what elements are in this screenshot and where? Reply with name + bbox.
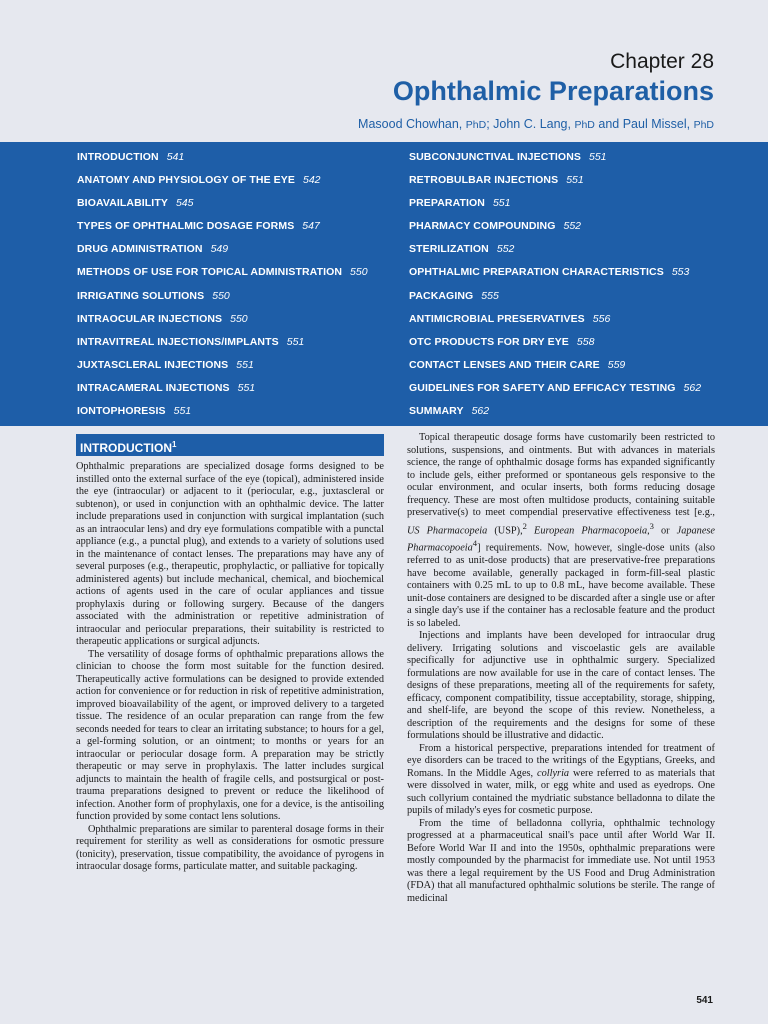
body-paragraph: The versatility of dosage forms of ophthalmic preparations allows the clinician to choose the form most suitable for the function desired. Therapeutically active formulations can be designed to provide extended action for convenience or for reduction in risk of repetitive administration, improved bioavailability of the agent, or improved delivery to a targeted tissue. The residence of an ocular preparation can range from the few seconds needed for tears to clear an irritating substance; to hours for a gel, a gel-forming solution, or an ointment; to months or years for an intraocular or periocular dosage form. A preparation may be strictly therapeutic or may serve in prophylaxis. The latter includes surgical adjuncts to maintain the health of fragile cells, and postsurgical or post-trauma preparations designed to prevent or reduce the likelihood of infection. Another form of prophylaxis, one for a device, is the antisoiling function provided by some contact lens solutions.	[76, 648, 384, 822]
page-number: 541	[696, 995, 713, 1006]
toc-item[interactable]	[409, 196, 701, 219]
toc-page: 550	[230, 312, 248, 325]
toc-page: 551	[236, 358, 254, 371]
body-paragraph: Injections and implants have been developed for intraocular drug delivery. Irrigating solutions and viscoelastic gels are available specifically for adjunctive use in ophthalmic surgery. Specialized formulations are now available for use in the care of contact lenses. The designs of these preparations, meeting all of the requirements for safety, efficacy, component compatibility, tissue acceptability, storage, shipping, and shelf-life, are beyond the scope of this review. Nonetheless, a description of the requirements and the designs for some of these formulations should be illustrative and didactic.	[407, 630, 715, 742]
toc-item[interactable]	[77, 219, 368, 242]
toc-page: 551	[492, 197, 511, 210]
term-collyria: collyria	[537, 767, 570, 779]
toc-item[interactable]	[77, 150, 368, 173]
toc-page: 542	[303, 174, 321, 187]
toc-label: SUMMARY	[409, 405, 464, 418]
toc-label: STERILIZATION	[409, 243, 489, 256]
toc-label: INTRAVITREAL INJECTIONS/IMPLANTS	[77, 335, 279, 348]
toc-page: 550	[350, 266, 368, 279]
text-run: (USP),	[487, 524, 523, 536]
toc-item[interactable]	[409, 312, 701, 335]
text-run: Topical therapeutic dosage forms have customarily been restricted to solutions, suspensions, and ointments. But with advances in materials science, the range of ophthalmic dosage forms has expanded significantly to include gels, either preformed or spontaneous gels responsive to the ocular environment, and ocular inserts, both forms reducing dosage frequency. These are most often multidose products, containing suitable preservative(s) to meet compendial preservative effectiveness test [e.g.,	[407, 432, 715, 518]
citation-ep: European Pharmacopoeia	[526, 524, 648, 536]
text-run: or	[653, 524, 677, 536]
footnote-ref: 2	[522, 520, 527, 531]
toc-item[interactable]	[77, 381, 368, 404]
toc-page: 551	[286, 335, 305, 348]
toc-item[interactable]	[77, 312, 368, 335]
toc-page: 552	[563, 220, 582, 233]
footnote-ref: 3	[649, 520, 654, 531]
toc-item[interactable]	[409, 219, 701, 242]
text-run: were referred to as materials that were dissolved in water, milk, or egg white and used as eyedrops. One such collyrium contained the mydriatic substance belladonna to dilate the pupils of milady's eyes for cosmetic purpose.	[407, 767, 715, 817]
toc-label: GUIDELINES FOR SAFETY AND EFFICACY TESTING	[409, 381, 676, 394]
toc-label: PHARMACY COMPOUNDING	[409, 220, 556, 233]
toc-page: 562	[683, 381, 702, 394]
body-paragraph: From the time of belladonna collyria, ophthalmic technology progressed at a pharmaceutical snail's pace until after World War II. Before World War II and into the 1950s, ophthalmic preparations were mostly compounded by the pharmacist for immediate use. Not until 1953 was there a legal requirement by the US Food and Drug Administration (FDA) that all manufactured ophthalmic solutions be sterile. The range of medicinal	[407, 817, 715, 904]
body-left-column	[76, 434, 384, 874]
author-name: Paul Missel,	[622, 117, 694, 131]
chapter-label: Chapter 28	[610, 50, 714, 73]
toc-page: 556	[592, 312, 611, 325]
toc-page: 551	[173, 405, 192, 418]
toc-label: DRUG ADMINISTRATION	[77, 243, 203, 256]
chapter-title: Ophthalmic Preparations	[392, 76, 714, 106]
toc-item[interactable]	[409, 358, 701, 381]
toc-label: INTRACAMERAL INJECTIONS	[77, 381, 230, 394]
toc-label: RETROBULBAR INJECTIONS	[409, 174, 559, 187]
toc-label: BIOAVAILABILITY	[77, 197, 168, 210]
body-right-column	[407, 432, 715, 905]
toc-page: 551	[237, 381, 256, 394]
citation-usp: US Pharmacopeia	[407, 524, 488, 536]
toc-label: OTC PRODUCTS FOR DRY EYE	[409, 335, 569, 348]
toc-label: PREPARATION	[409, 197, 485, 210]
author-degree: PhD	[465, 119, 487, 131]
author-degree: PhD	[574, 119, 595, 131]
author-separator: and	[594, 117, 623, 131]
toc-item[interactable]	[77, 335, 368, 358]
toc-item[interactable]	[409, 404, 701, 427]
toc-item[interactable]	[77, 173, 368, 196]
toc-label: INTRAOCULAR INJECTIONS	[77, 312, 223, 325]
table-of-contents	[0, 142, 768, 426]
toc-item[interactable]	[409, 335, 701, 358]
toc-page: 545	[175, 197, 194, 210]
toc-page: 551	[588, 151, 607, 163]
toc-item[interactable]	[77, 289, 368, 312]
toc-label: CONTACT LENSES AND THEIR CARE	[409, 358, 600, 371]
toc-label: METHODS OF USE FOR TOPICAL ADMINISTRATION	[77, 266, 343, 279]
toc-item[interactable]	[409, 150, 701, 173]
toc-page: 550	[212, 289, 230, 302]
toc-page: 553	[671, 266, 690, 279]
footnote-ref: 4	[472, 538, 478, 549]
author-degree: PhD	[693, 119, 714, 131]
toc-item[interactable]	[77, 196, 368, 219]
body-paragraph	[407, 743, 715, 818]
toc-right-column	[409, 150, 701, 427]
section-heading-text: INTRODUCTION	[80, 441, 172, 455]
toc-page: 551	[566, 174, 584, 187]
toc-page: 562	[471, 405, 490, 418]
text-run: ] requirements. Now, however, single-dose units (also referred to as unit-dose products) that are preservative-free preparations have become available, generally packaged in form-fill-seal plastic containers with 0.25 mL to up to 0.8 mL, have become available. These unit-dose containers are designed to be discarded after a single use or after a single day's use if the container has a reclosable feature and the product is so labeled.	[407, 542, 715, 629]
text-run: ,	[647, 524, 650, 536]
toc-label: SUBCONJUNCTIVAL INJECTIONS	[409, 151, 581, 163]
authors-line	[358, 117, 714, 131]
footnote-ref: 1	[172, 440, 177, 449]
toc-page: 541	[166, 151, 185, 163]
toc-page: 558	[576, 335, 595, 348]
chapter-header	[0, 0, 768, 142]
toc-label: TYPES OF OPHTHALMIC DOSAGE FORMS	[77, 220, 295, 233]
toc-label: IRRIGATING SOLUTIONS	[77, 289, 205, 302]
toc-label: ANTIMICROBIAL PRESERVATIVES	[409, 312, 585, 325]
body-paragraph: Ophthalmic preparations are specialized dosage forms designed to be instilled onto the external surface of the eye (topical), administered inside the eye (intraocular) or adjacent to it (periocular, e.g., juxtascleral or subtenon), or used in conjunction with an ophthalmic device. The latter include preparations used in conjunction with surgical implantation (such as an intraocular lens) and dry eye formulations compatible with a punctal appliance (e.g., a punctal plug), and extends to a variety of solutions used in the maintenance of contact lenses. The preparations may have any of several purposes (e.g., therapeutic, prophylactic, or palliative for topically administered agents) but include mechanical, chemical, and biochemical actions of agents used in the care of ocular appliances and tissue prophylaxis during or following surgery. Because of the dangers associated with the administration or repetitive administration of intraocular and periocular preparations, their suitability is restricted to therapeutic applications or surgical adjuncts.	[76, 461, 384, 647]
author-name: Masood Chowhan,	[358, 117, 466, 131]
toc-item[interactable]	[77, 265, 368, 288]
toc-page: 547	[302, 220, 320, 233]
toc-page: 555	[481, 289, 499, 302]
author-separator: ;	[486, 117, 494, 131]
toc-item[interactable]	[409, 173, 701, 196]
toc-item[interactable]	[409, 242, 701, 265]
section-heading-introduction	[76, 434, 384, 456]
toc-item[interactable]	[409, 265, 701, 288]
toc-label: IONTOPHORESIS	[77, 405, 166, 418]
toc-label: PACKAGING	[409, 289, 474, 302]
body-paragraph	[407, 432, 715, 630]
toc-item[interactable]	[409, 289, 701, 312]
toc-label: OPHTHALMIC PREPARATION CHARACTERISTICS	[409, 266, 664, 279]
toc-page: 559	[607, 358, 626, 371]
toc-label: JUXTASCLERAL INJECTIONS	[77, 358, 229, 371]
toc-label: ANATOMY AND PHYSIOLOGY OF THE EYE	[77, 174, 295, 187]
author-name: John C. Lang,	[493, 117, 575, 131]
toc-left-column	[77, 150, 368, 427]
citation-jp: Japanese Pharmacopoeia	[407, 524, 715, 554]
toc-page: 549	[210, 243, 229, 256]
toc-item[interactable]	[77, 404, 368, 427]
toc-page: 552	[496, 243, 515, 256]
toc-item[interactable]	[77, 242, 368, 265]
toc-item[interactable]	[409, 381, 701, 404]
text-run: From a historical perspective, preparations intended for treatment of eye disorders can be traced to the writings of the Egyptians, Greeks, and Romans. In the Middle Ages,	[407, 742, 715, 779]
toc-item[interactable]	[77, 358, 368, 381]
toc-label: INTRODUCTION	[77, 151, 159, 163]
body-paragraph: Ophthalmic preparations are similar to parenteral dosage forms in their requirement for sterility as well as considerations for osmotic pressure (tonicity), preservation, tissue compatibility, the avoidance of pyrogens in intraocular dosage forms, particulate matter, and suitable packaging.	[76, 823, 384, 872]
